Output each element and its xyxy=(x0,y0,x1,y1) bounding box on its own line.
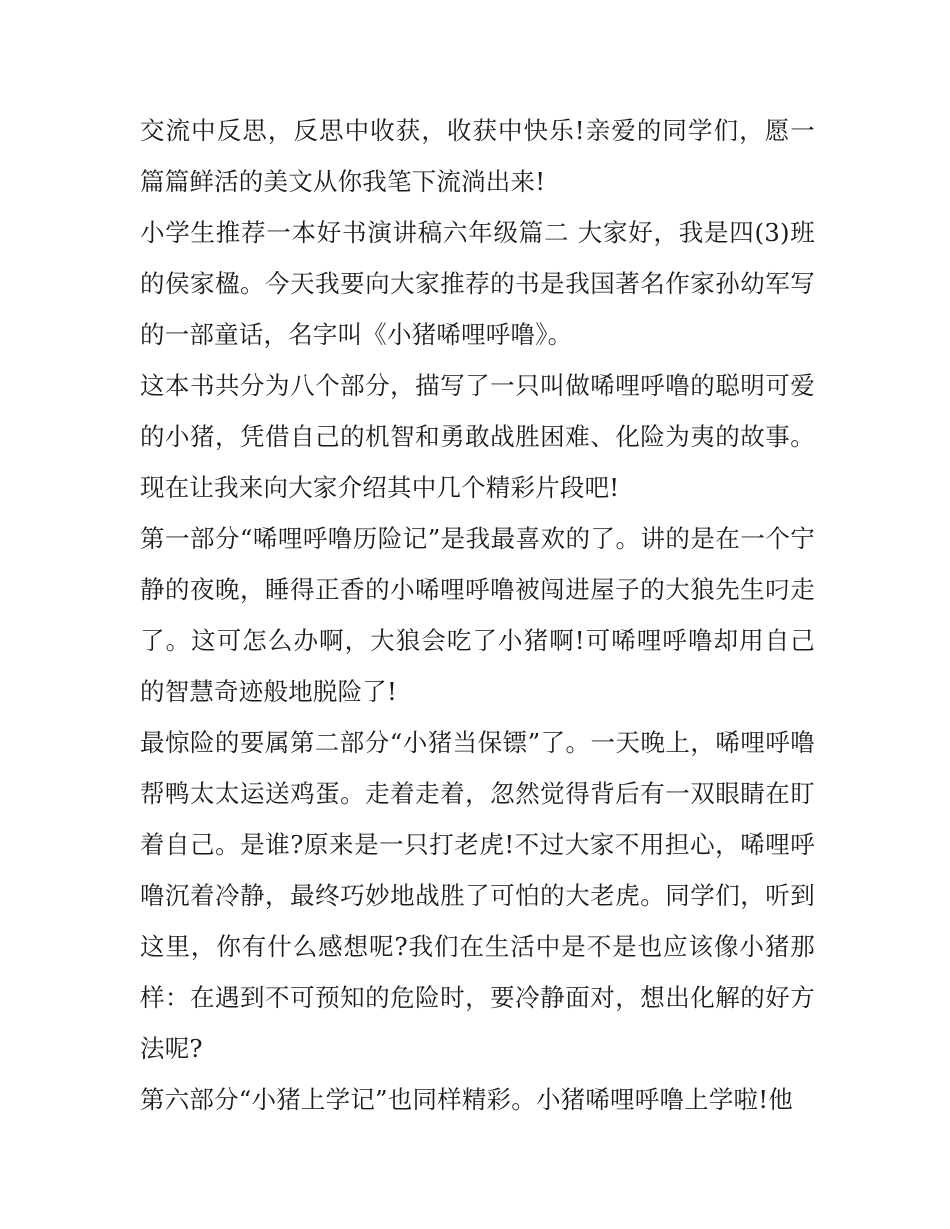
paragraph: 最惊险的要属第二部分“小猪当保镖”了。一天晚上，唏哩呼噜帮鸭太太运送鸡蛋。走着走着，忽然觉得背后有一双眼睛在盯着自己。是谁?原来是一只打老虎!不过大家不用担心，唏哩呼噜沉着冷静，最终巧妙地战胜了可怕的大老虎。同学们，听到这里，你有什么感想呢?我们在生活中是不是也应该像小猪那样：在遇到不可预知的危险时，要冷静面对，想出化解的好方法呢? xyxy=(140,728,815,1063)
paragraph: 第六部分“小猪上学记”也同样精彩。小猪唏哩呼噜上学啦!他 xyxy=(140,1085,793,1114)
paragraph: 交流中反思，反思中收获，收获中快乐!亲爱的同学们，愿一篇篇鲜活的美文从你我笔下流淌出来! xyxy=(140,116,815,196)
paragraph: 第一部分“唏哩呼噜历险记”是我最喜欢的了。讲的是在一个宁静的夜晚，睡得正香的小唏哩呼噜被闯进屋子的大狼先生叼走了。这可怎么办啊，大狼会吃了小猪啊!可唏哩呼噜却用自己的智慧奇迹般地脱险了! xyxy=(140,524,815,706)
paragraph: 小学生推荐一本好书演讲稿六年级篇二 大家好，我是四(3)班的侯家楹。今天我要向大家推荐的书是我国著名作家孙幼军写的一部童话，名字叫《小猪唏哩呼噜》。 xyxy=(140,218,815,349)
paragraph: 这本书共分为八个部分，描写了一只叫做唏哩呼噜的聪明可爱的小猪，凭借自己的机智和勇敢战胜困难、化险为夷的故事。现在让我来向大家介绍其中几个精彩片段吧! xyxy=(140,371,815,502)
document-body xyxy=(140,105,815,1125)
